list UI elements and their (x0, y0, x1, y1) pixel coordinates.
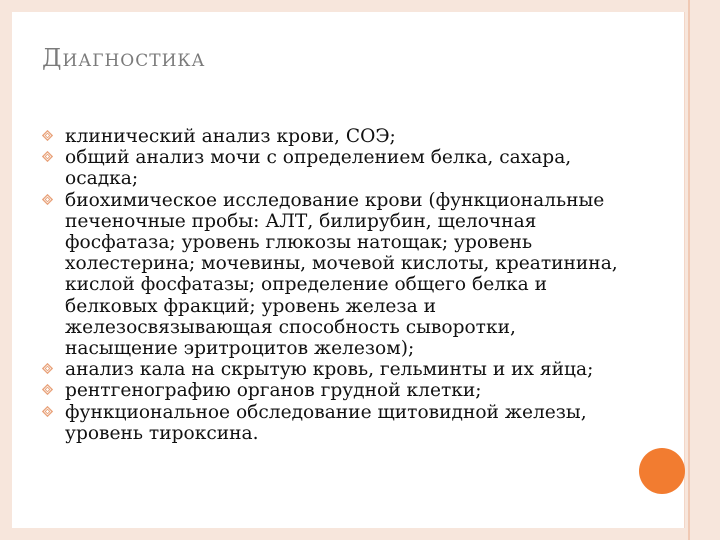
bullet-item-biochemistry (42, 190, 618, 360)
bullet-text: анализ кала на скрытую кровь, гельминты и их яйца; (65, 359, 594, 381)
bullet-text: функциональное обследование щитовидной железы, уровень тироксина. (65, 401, 587, 444)
orange-circle-decoration (639, 448, 685, 494)
bullet-item-stool-test (42, 359, 618, 380)
bullet-item-chest-xray (42, 380, 618, 401)
diamond-outline-icon (42, 406, 53, 417)
bullet-list (42, 126, 618, 444)
diamond-outline-icon (42, 384, 53, 395)
diamond-outline-icon (42, 363, 53, 374)
bullet-item-blood-test (42, 126, 618, 147)
bullet-text: биохимическое исследование крови (функциональные печеночные пробы: АЛТ, билирубин, щелочная фосфатаза; уровень глюкозы натощак; уровень холестерина; мочевины, мочевой кислоты, креатинина, кислой фосфатазы; определение общего белка и белковых фракций; уровень железа и железосвязывающая способность сыворотки, насыщение эритроцитов железом); (65, 189, 618, 360)
bullet-text: рентгенографию органов грудной клетки; (65, 380, 482, 402)
diamond-outline-icon (42, 151, 53, 162)
bullet-item-urine-test (42, 147, 618, 189)
diamond-outline-icon (42, 130, 53, 141)
bullet-text: клинический анализ крови, СОЭ; (65, 126, 396, 147)
slide-title: Диагностика (42, 44, 206, 72)
diamond-outline-icon (42, 194, 53, 205)
decorative-right-line (688, 0, 690, 540)
decorative-right-line-inner (684, 12, 685, 528)
bullet-item-thyroid (42, 402, 618, 444)
bullet-text: общий анализ мочи с определением белка, сахара, осадка; (65, 147, 572, 190)
